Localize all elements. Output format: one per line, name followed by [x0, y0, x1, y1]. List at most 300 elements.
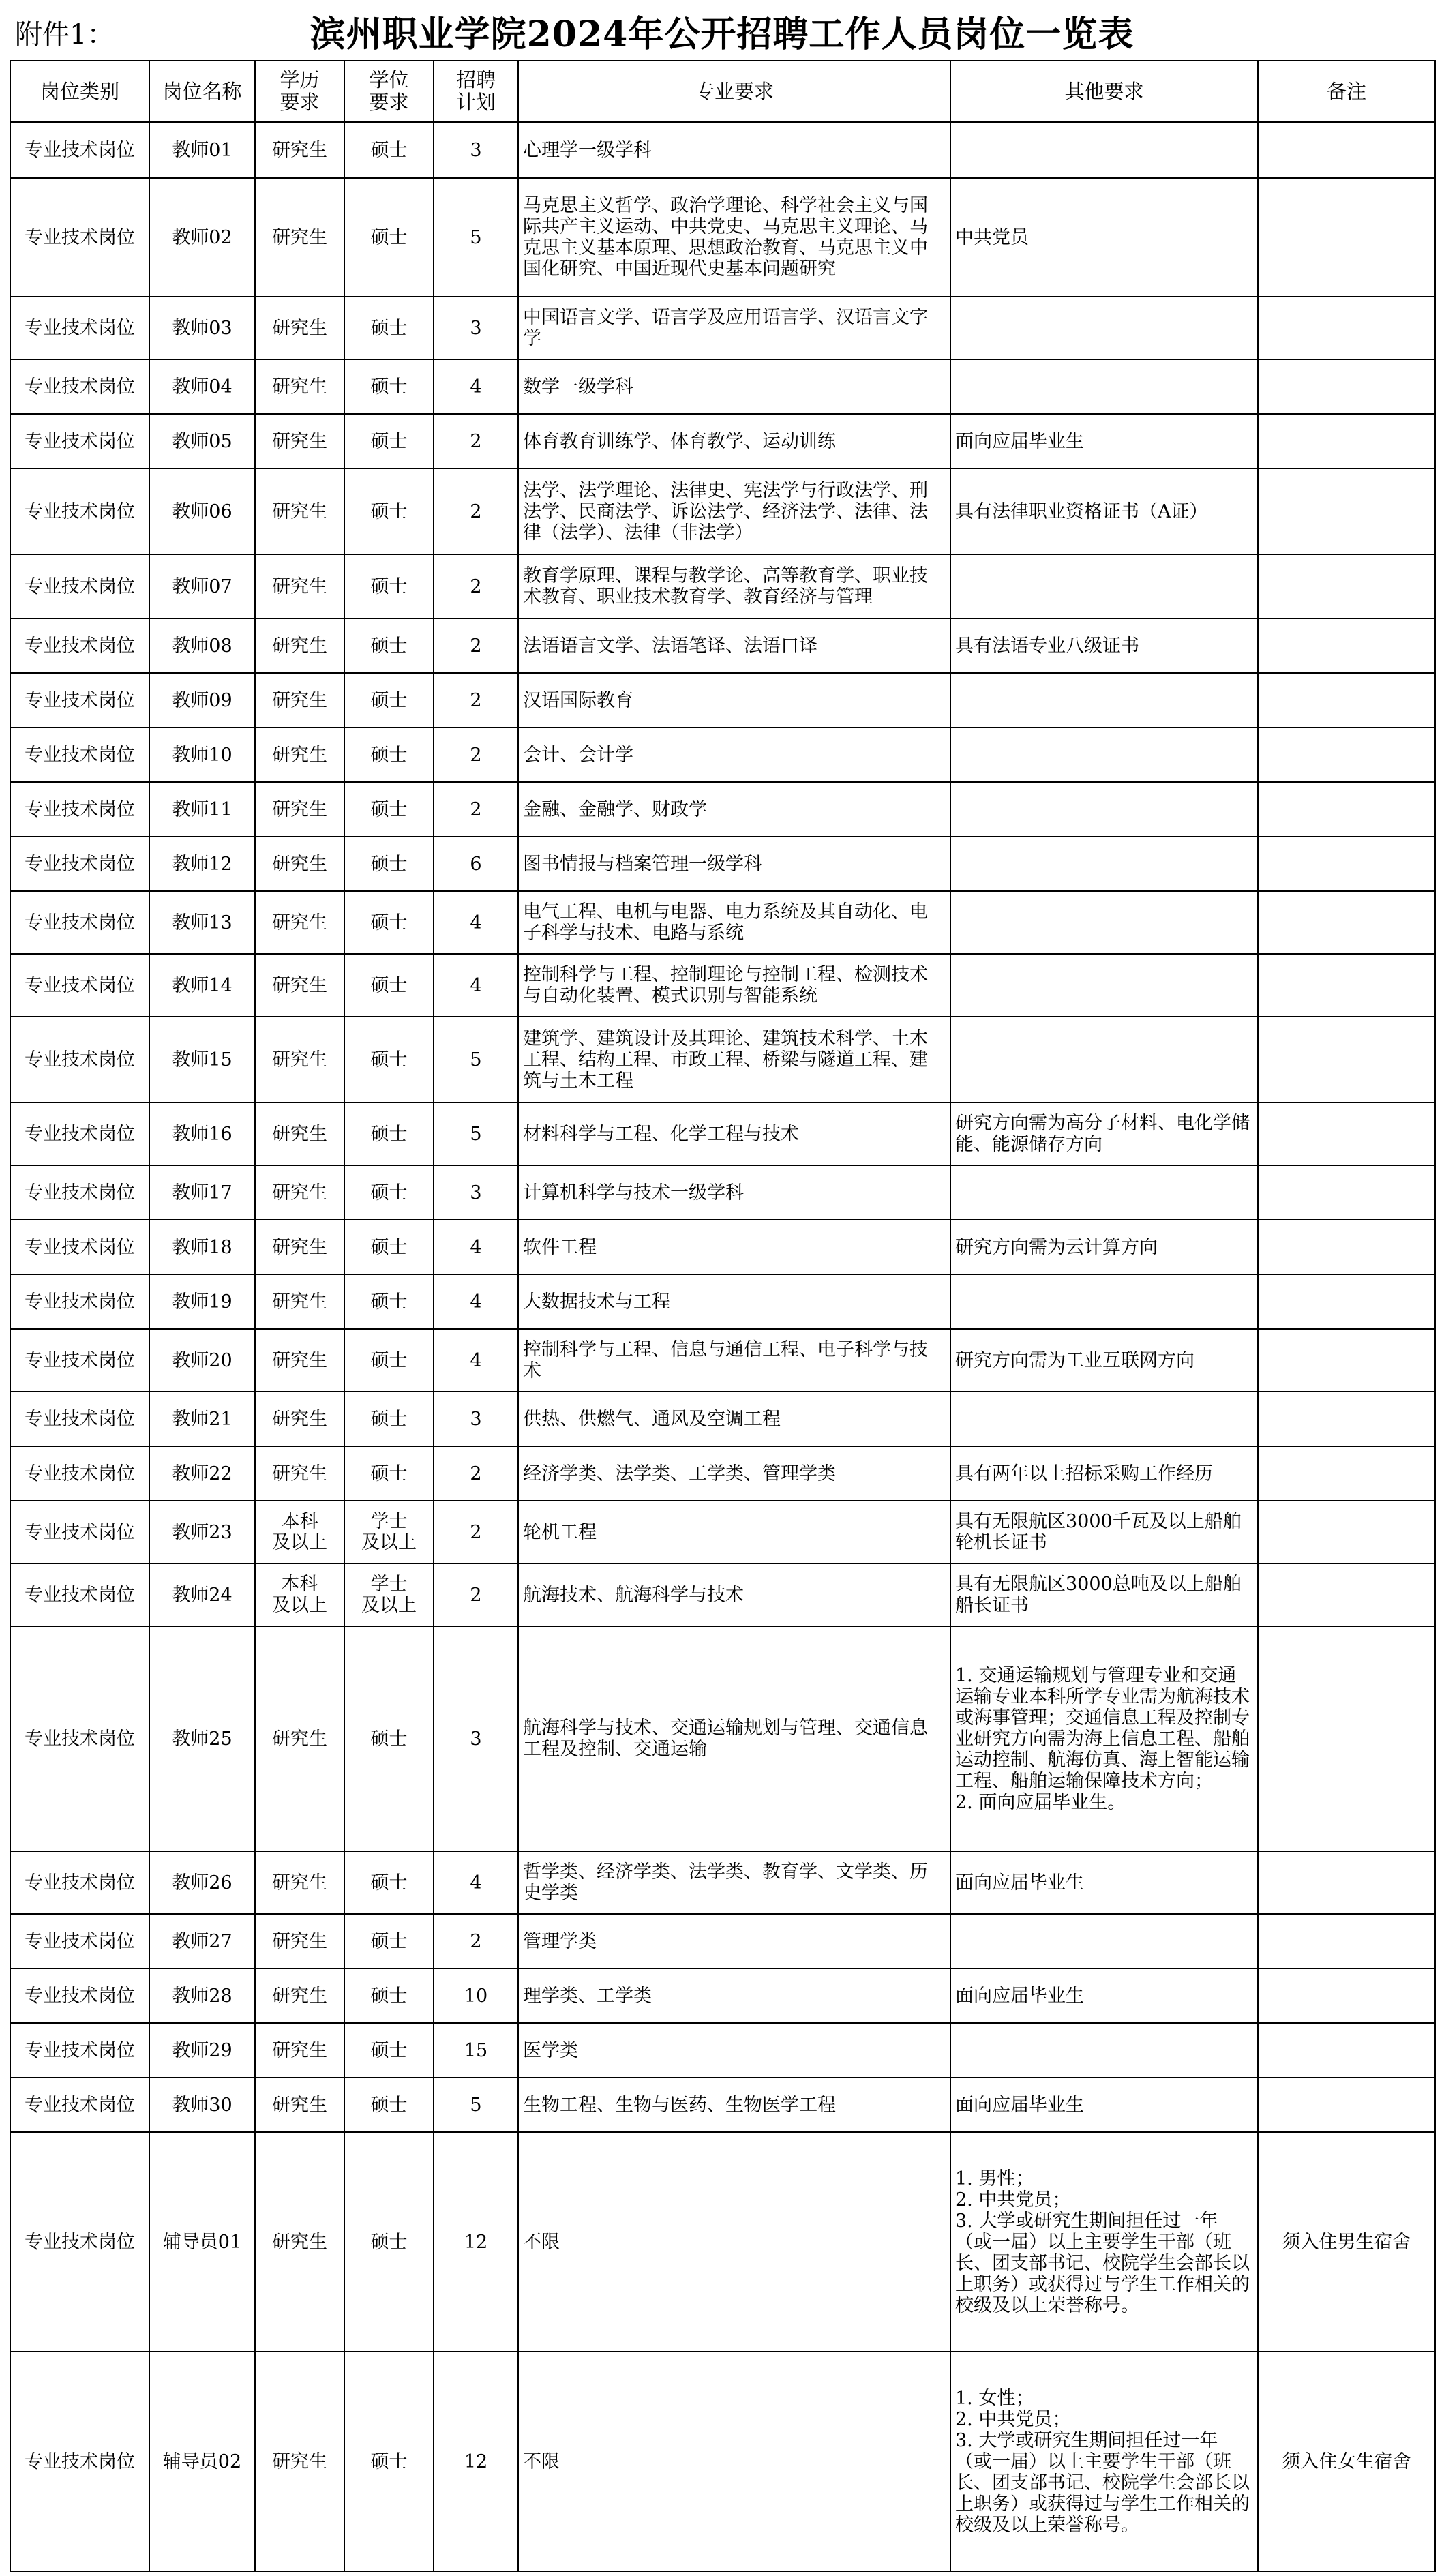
cell-major: 理学类、工学类 — [518, 1968, 950, 2023]
cell-plan: 3 — [434, 1165, 518, 1220]
cell-plan: 2 — [434, 782, 518, 837]
cell-note — [1258, 954, 1435, 1017]
cell-degree: 硕士 — [344, 1446, 434, 1501]
cell-name: 教师25 — [149, 1626, 255, 1851]
cell-edu: 研究生 — [255, 891, 344, 954]
cell-major: 大数据技术与工程 — [518, 1274, 950, 1329]
cell-plan: 2 — [434, 414, 518, 468]
cell-edu: 研究生 — [255, 618, 344, 673]
cell-major: 图书情报与档案管理一级学科 — [518, 837, 950, 891]
cell-degree: 学士 及以上 — [344, 1501, 434, 1563]
table-row — [10, 673, 1435, 728]
cell-degree: 硕士 — [344, 673, 434, 728]
cell-plan: 3 — [434, 1626, 518, 1851]
header-name: 岗位名称 — [149, 61, 255, 122]
cell-name: 教师03 — [149, 297, 255, 359]
cell-edu: 研究生 — [255, 2078, 344, 2132]
cell-major: 金融、金融学、财政学 — [518, 782, 950, 837]
header-plan: 招聘 计划 — [434, 61, 518, 122]
cell-major: 控制科学与工程、信息与通信工程、电子科学与技术 — [518, 1329, 950, 1392]
cell-other — [950, 359, 1258, 414]
cell-degree: 硕士 — [344, 468, 434, 554]
cell-other — [950, 1914, 1258, 1968]
cell-other — [950, 891, 1258, 954]
cell-type: 专业技术岗位 — [10, 1446, 149, 1501]
cell-name: 教师11 — [149, 782, 255, 837]
cell-type: 专业技术岗位 — [10, 468, 149, 554]
cell-major: 控制科学与工程、控制理论与控制工程、检测技术与自动化装置、模式识别与智能系统 — [518, 954, 950, 1017]
cell-type: 专业技术岗位 — [10, 837, 149, 891]
cell-plan: 2 — [434, 468, 518, 554]
cell-name: 教师18 — [149, 1220, 255, 1274]
cell-name: 教师09 — [149, 673, 255, 728]
cell-degree: 硕士 — [344, 359, 434, 414]
cell-name: 教师26 — [149, 1851, 255, 1914]
cell-major: 不限 — [518, 2132, 950, 2352]
cell-edu: 研究生 — [255, 297, 344, 359]
cell-note — [1258, 728, 1435, 782]
cell-major: 经济学类、法学类、工学类、管理学类 — [518, 1446, 950, 1501]
table-row — [10, 1329, 1435, 1392]
cell-type: 专业技术岗位 — [10, 2352, 149, 2571]
cell-type: 专业技术岗位 — [10, 2023, 149, 2078]
cell-note — [1258, 414, 1435, 468]
cell-other: 1. 交通运输规划与管理专业和交通运输专业本科所学专业需为航海技术或海事管理；交通信息工程及控制专业研究方向需为海上信息工程、船舶运动控制、航海仿真、海上智能运输工程、船舶运输保障技术方向； 2. 面向应届毕业生。 — [950, 1626, 1258, 1851]
cell-edu: 研究生 — [255, 1329, 344, 1392]
cell-major: 中国语言文学、语言学及应用语言学、汉语言文字学 — [518, 297, 950, 359]
cell-major: 建筑学、建筑设计及其理论、建筑技术科学、土木工程、结构工程、市政工程、桥梁与隧道工程、建筑与土木工程 — [518, 1017, 950, 1103]
cell-type: 专业技术岗位 — [10, 673, 149, 728]
cell-plan: 2 — [434, 1914, 518, 1968]
cell-type: 专业技术岗位 — [10, 954, 149, 1017]
cell-plan: 12 — [434, 2132, 518, 2352]
cell-type: 专业技术岗位 — [10, 297, 149, 359]
cell-plan: 2 — [434, 1446, 518, 1501]
document-header — [10, 10, 1434, 60]
cell-degree: 硕士 — [344, 1851, 434, 1914]
table-row — [10, 1446, 1435, 1501]
table-row — [10, 2352, 1435, 2571]
cell-other: 研究方向需为高分子材料、电化学储能、能源储存方向 — [950, 1103, 1258, 1165]
cell-degree: 硕士 — [344, 2023, 434, 2078]
cell-name: 教师28 — [149, 1968, 255, 2023]
table-row — [10, 1968, 1435, 2023]
cell-degree: 硕士 — [344, 1017, 434, 1103]
cell-edu: 研究生 — [255, 1220, 344, 1274]
cell-note — [1258, 1220, 1435, 1274]
cell-plan: 4 — [434, 1220, 518, 1274]
cell-edu: 研究生 — [255, 178, 344, 297]
cell-note — [1258, 297, 1435, 359]
cell-edu: 研究生 — [255, 837, 344, 891]
cell-name: 教师20 — [149, 1329, 255, 1392]
cell-degree: 硕士 — [344, 2132, 434, 2352]
cell-name: 教师15 — [149, 1017, 255, 1103]
cell-type: 专业技术岗位 — [10, 1626, 149, 1851]
cell-major: 软件工程 — [518, 1220, 950, 1274]
cell-type: 专业技术岗位 — [10, 1501, 149, 1563]
table-row — [10, 1220, 1435, 1274]
cell-degree: 硕士 — [344, 618, 434, 673]
cell-major: 医学类 — [518, 2023, 950, 2078]
document-title: 滨州职业学院2024年公开招聘工作人员岗位一览表 — [310, 14, 1134, 55]
cell-major: 航海科学与技术、交通运输规划与管理、交通信息工程及控制、交通运输 — [518, 1626, 950, 1851]
cell-other — [950, 673, 1258, 728]
cell-degree: 硕士 — [344, 1626, 434, 1851]
cell-name: 教师04 — [149, 359, 255, 414]
cell-other: 面向应届毕业生 — [950, 1851, 1258, 1914]
cell-degree: 硕士 — [344, 414, 434, 468]
header-other: 其他要求 — [950, 61, 1258, 122]
cell-plan: 12 — [434, 2352, 518, 2571]
cell-note — [1258, 1968, 1435, 2023]
cell-edu: 研究生 — [255, 122, 344, 178]
cell-edu: 研究生 — [255, 1017, 344, 1103]
cell-plan: 3 — [434, 297, 518, 359]
cell-type: 专业技术岗位 — [10, 178, 149, 297]
cell-type: 专业技术岗位 — [10, 1914, 149, 1968]
cell-edu: 本科 及以上 — [255, 1501, 344, 1563]
cell-type: 专业技术岗位 — [10, 1103, 149, 1165]
cell-major: 管理学类 — [518, 1914, 950, 1968]
cell-type: 专业技术岗位 — [10, 2078, 149, 2132]
cell-name: 教师02 — [149, 178, 255, 297]
header-major: 专业要求 — [518, 61, 950, 122]
table-row — [10, 468, 1435, 554]
cell-edu: 本科 及以上 — [255, 1563, 344, 1626]
cell-other — [950, 782, 1258, 837]
cell-plan: 2 — [434, 554, 518, 618]
cell-name: 教师07 — [149, 554, 255, 618]
cell-plan: 5 — [434, 2078, 518, 2132]
cell-degree: 硕士 — [344, 1274, 434, 1329]
header-note: 备注 — [1258, 61, 1435, 122]
cell-degree: 硕士 — [344, 1392, 434, 1446]
table-row — [10, 837, 1435, 891]
cell-edu: 研究生 — [255, 414, 344, 468]
cell-major: 法语语言文学、法语笔译、法语口译 — [518, 618, 950, 673]
table-row — [10, 782, 1435, 837]
cell-major: 法学、法学理论、法律史、宪法学与行政法学、刑法学、民商法学、诉讼法学、经济法学、法律、法律（法学）、法律（非法学） — [518, 468, 950, 554]
cell-note — [1258, 554, 1435, 618]
cell-plan: 5 — [434, 1103, 518, 1165]
table-row — [10, 1103, 1435, 1165]
cell-other — [950, 837, 1258, 891]
table-row — [10, 891, 1435, 954]
cell-type: 专业技术岗位 — [10, 122, 149, 178]
cell-other — [950, 1017, 1258, 1103]
table-row — [10, 1165, 1435, 1220]
cell-other: 具有法语专业八级证书 — [950, 618, 1258, 673]
cell-other: 面向应届毕业生 — [950, 414, 1258, 468]
table-row — [10, 728, 1435, 782]
cell-note — [1258, 1017, 1435, 1103]
cell-note — [1258, 1501, 1435, 1563]
cell-note: 须入住男生宿舍 — [1258, 2132, 1435, 2352]
cell-note — [1258, 1103, 1435, 1165]
cell-major: 计算机科学与技术一级学科 — [518, 1165, 950, 1220]
recruitment-table — [10, 60, 1436, 2572]
cell-edu: 研究生 — [255, 1968, 344, 2023]
cell-note — [1258, 1274, 1435, 1329]
table-row — [10, 2132, 1435, 2352]
cell-edu: 研究生 — [255, 728, 344, 782]
cell-plan: 4 — [434, 891, 518, 954]
cell-note — [1258, 673, 1435, 728]
table-row — [10, 297, 1435, 359]
cell-degree: 硕士 — [344, 1103, 434, 1165]
cell-edu: 研究生 — [255, 554, 344, 618]
cell-edu: 研究生 — [255, 1626, 344, 1851]
table-row — [10, 618, 1435, 673]
cell-degree: 硕士 — [344, 2078, 434, 2132]
cell-note — [1258, 782, 1435, 837]
table-row — [10, 954, 1435, 1017]
cell-major: 不限 — [518, 2352, 950, 2571]
cell-plan: 3 — [434, 1392, 518, 1446]
cell-major: 教育学原理、课程与教学论、高等教育学、职业技术教育、职业技术教育学、教育经济与管理 — [518, 554, 950, 618]
table-row — [10, 1017, 1435, 1103]
table-row — [10, 1274, 1435, 1329]
cell-degree: 学士 及以上 — [344, 1563, 434, 1626]
cell-other — [950, 554, 1258, 618]
cell-name: 教师10 — [149, 728, 255, 782]
cell-note — [1258, 1563, 1435, 1626]
cell-name: 教师17 — [149, 1165, 255, 1220]
cell-name: 辅导员02 — [149, 2352, 255, 2571]
cell-degree: 硕士 — [344, 1968, 434, 2023]
table-row — [10, 1851, 1435, 1914]
cell-edu: 研究生 — [255, 2023, 344, 2078]
cell-degree: 硕士 — [344, 891, 434, 954]
cell-other: 研究方向需为工业互联网方向 — [950, 1329, 1258, 1392]
cell-type: 专业技术岗位 — [10, 1563, 149, 1626]
cell-other — [950, 1392, 1258, 1446]
cell-major: 哲学类、经济学类、法学类、教育学、文学类、历史学类 — [518, 1851, 950, 1914]
cell-note — [1258, 122, 1435, 178]
cell-major: 体育教育训练学、体育教学、运动训练 — [518, 414, 950, 468]
cell-major: 供热、供燃气、通风及空调工程 — [518, 1392, 950, 1446]
cell-type: 专业技术岗位 — [10, 359, 149, 414]
cell-note: 须入住女生宿舍 — [1258, 2352, 1435, 2571]
cell-note — [1258, 1851, 1435, 1914]
cell-other — [950, 297, 1258, 359]
cell-plan: 2 — [434, 618, 518, 673]
cell-edu: 研究生 — [255, 1103, 344, 1165]
cell-edu: 研究生 — [255, 1851, 344, 1914]
cell-type: 专业技术岗位 — [10, 728, 149, 782]
cell-name: 教师13 — [149, 891, 255, 954]
cell-note — [1258, 1446, 1435, 1501]
cell-name: 教师22 — [149, 1446, 255, 1501]
cell-note — [1258, 468, 1435, 554]
cell-plan: 2 — [434, 673, 518, 728]
cell-degree: 硕士 — [344, 2352, 434, 2571]
cell-name: 教师01 — [149, 122, 255, 178]
cell-note — [1258, 2078, 1435, 2132]
cell-other: 1. 女性； 2. 中共党员； 3. 大学或研究生期间担任过一年（或一届）以上主要学生干部（班长、团支部书记、校院学生会部长以上职务）或获得过与学生工作相关的校级及以上荣誉称号。 — [950, 2352, 1258, 2571]
table-row — [10, 2023, 1435, 2078]
cell-type: 专业技术岗位 — [10, 1220, 149, 1274]
cell-major: 电气工程、电机与电器、电力系统及其自动化、电子科学与技术、电路与系统 — [518, 891, 950, 954]
cell-other — [950, 954, 1258, 1017]
cell-other — [950, 1165, 1258, 1220]
cell-plan: 6 — [434, 837, 518, 891]
cell-other — [950, 2023, 1258, 2078]
cell-edu: 研究生 — [255, 468, 344, 554]
table-row — [10, 1914, 1435, 1968]
cell-degree: 硕士 — [344, 1220, 434, 1274]
header-type: 岗位类别 — [10, 61, 149, 122]
cell-note — [1258, 178, 1435, 297]
cell-type: 专业技术岗位 — [10, 891, 149, 954]
cell-type: 专业技术岗位 — [10, 1392, 149, 1446]
cell-plan: 2 — [434, 1563, 518, 1626]
cell-degree: 硕士 — [344, 782, 434, 837]
cell-type: 专业技术岗位 — [10, 618, 149, 673]
cell-major: 数学一级学科 — [518, 359, 950, 414]
cell-edu: 研究生 — [255, 673, 344, 728]
cell-degree: 硕士 — [344, 837, 434, 891]
cell-other: 具有无限航区3000总吨及以上船舶船长证书 — [950, 1563, 1258, 1626]
cell-name: 教师29 — [149, 2023, 255, 2078]
cell-note — [1258, 891, 1435, 954]
cell-name: 教师05 — [149, 414, 255, 468]
cell-note — [1258, 1165, 1435, 1220]
cell-name: 教师23 — [149, 1501, 255, 1563]
cell-degree: 硕士 — [344, 297, 434, 359]
cell-major: 材料科学与工程、化学工程与技术 — [518, 1103, 950, 1165]
cell-name: 教师30 — [149, 2078, 255, 2132]
cell-degree: 硕士 — [344, 954, 434, 1017]
cell-other: 具有无限航区3000千瓦及以上船舶轮机长证书 — [950, 1501, 1258, 1563]
cell-name: 教师12 — [149, 837, 255, 891]
table-row — [10, 1501, 1435, 1563]
cell-type: 专业技术岗位 — [10, 1017, 149, 1103]
cell-note — [1258, 1914, 1435, 1968]
cell-major: 心理学一级学科 — [518, 122, 950, 178]
table-body — [10, 122, 1435, 2571]
cell-other: 1. 男性； 2. 中共党员； 3. 大学或研究生期间担任过一年（或一届）以上主要学生干部（班长、团支部书记、校院学生会部长以上职务）或获得过与学生工作相关的校级及以上荣誉称号。 — [950, 2132, 1258, 2352]
cell-major: 生物工程、生物与医药、生物医学工程 — [518, 2078, 950, 2132]
cell-note — [1258, 1392, 1435, 1446]
cell-other — [950, 728, 1258, 782]
cell-edu: 研究生 — [255, 1274, 344, 1329]
cell-note — [1258, 1329, 1435, 1392]
cell-name: 教师24 — [149, 1563, 255, 1626]
cell-other — [950, 122, 1258, 178]
cell-major: 马克思主义哲学、政治学理论、科学社会主义与国际共产主义运动、中共党史、马克思主义理论、马克思主义基本原理、思想政治教育、马克思主义中国化研究、中国近现代史基本问题研究 — [518, 178, 950, 297]
cell-type: 专业技术岗位 — [10, 1968, 149, 2023]
cell-edu: 研究生 — [255, 2132, 344, 2352]
cell-plan: 4 — [434, 1274, 518, 1329]
cell-edu: 研究生 — [255, 1392, 344, 1446]
cell-plan: 2 — [434, 1501, 518, 1563]
cell-other: 研究方向需为云计算方向 — [950, 1220, 1258, 1274]
cell-other — [950, 1274, 1258, 1329]
cell-degree: 硕士 — [344, 122, 434, 178]
cell-degree: 硕士 — [344, 1329, 434, 1392]
cell-edu: 研究生 — [255, 1165, 344, 1220]
cell-plan: 4 — [434, 1329, 518, 1392]
cell-edu: 研究生 — [255, 782, 344, 837]
cell-note — [1258, 837, 1435, 891]
table-row — [10, 414, 1435, 468]
cell-note — [1258, 359, 1435, 414]
cell-degree: 硕士 — [344, 554, 434, 618]
cell-plan: 4 — [434, 954, 518, 1017]
cell-degree: 硕士 — [344, 1165, 434, 1220]
cell-name: 教师19 — [149, 1274, 255, 1329]
cell-type: 专业技术岗位 — [10, 1274, 149, 1329]
cell-edu: 研究生 — [255, 954, 344, 1017]
cell-note — [1258, 618, 1435, 673]
cell-type: 专业技术岗位 — [10, 1165, 149, 1220]
cell-type: 专业技术岗位 — [10, 2132, 149, 2352]
header-row — [10, 61, 1435, 122]
cell-name: 教师06 — [149, 468, 255, 554]
cell-other: 面向应届毕业生 — [950, 2078, 1258, 2132]
cell-type: 专业技术岗位 — [10, 1329, 149, 1392]
cell-degree: 硕士 — [344, 178, 434, 297]
table-row — [10, 1392, 1435, 1446]
cell-plan: 5 — [434, 1017, 518, 1103]
cell-major: 会计、会计学 — [518, 728, 950, 782]
cell-plan: 4 — [434, 1851, 518, 1914]
table-row — [10, 1626, 1435, 1851]
cell-other: 中共党员 — [950, 178, 1258, 297]
cell-type: 专业技术岗位 — [10, 554, 149, 618]
cell-name: 辅导员01 — [149, 2132, 255, 2352]
table-row — [10, 178, 1435, 297]
annex-label: 附件1： — [15, 19, 115, 50]
cell-edu: 研究生 — [255, 1446, 344, 1501]
cell-name: 教师27 — [149, 1914, 255, 1968]
cell-major: 汉语国际教育 — [518, 673, 950, 728]
cell-edu: 研究生 — [255, 2352, 344, 2571]
cell-plan: 10 — [434, 1968, 518, 2023]
cell-plan: 2 — [434, 728, 518, 782]
cell-other: 具有两年以上招标采购工作经历 — [950, 1446, 1258, 1501]
cell-name: 教师21 — [149, 1392, 255, 1446]
table-row — [10, 122, 1435, 178]
cell-type: 专业技术岗位 — [10, 782, 149, 837]
cell-plan: 5 — [434, 178, 518, 297]
cell-degree: 硕士 — [344, 728, 434, 782]
cell-name: 教师14 — [149, 954, 255, 1017]
cell-major: 航海技术、航海科学与技术 — [518, 1563, 950, 1626]
cell-name: 教师16 — [149, 1103, 255, 1165]
cell-plan: 3 — [434, 122, 518, 178]
cell-note — [1258, 1626, 1435, 1851]
table-row — [10, 554, 1435, 618]
header-edu: 学历 要求 — [255, 61, 344, 122]
cell-degree: 硕士 — [344, 1914, 434, 1968]
cell-plan: 4 — [434, 359, 518, 414]
cell-edu: 研究生 — [255, 359, 344, 414]
cell-note — [1258, 2023, 1435, 2078]
cell-type: 专业技术岗位 — [10, 414, 149, 468]
cell-edu: 研究生 — [255, 1914, 344, 1968]
cell-major: 轮机工程 — [518, 1501, 950, 1563]
cell-other: 面向应届毕业生 — [950, 1968, 1258, 2023]
table-row — [10, 2078, 1435, 2132]
cell-type: 专业技术岗位 — [10, 1851, 149, 1914]
table-row — [10, 359, 1435, 414]
cell-name: 教师08 — [149, 618, 255, 673]
cell-other: 具有法律职业资格证书（A证） — [950, 468, 1258, 554]
table-row — [10, 1563, 1435, 1626]
